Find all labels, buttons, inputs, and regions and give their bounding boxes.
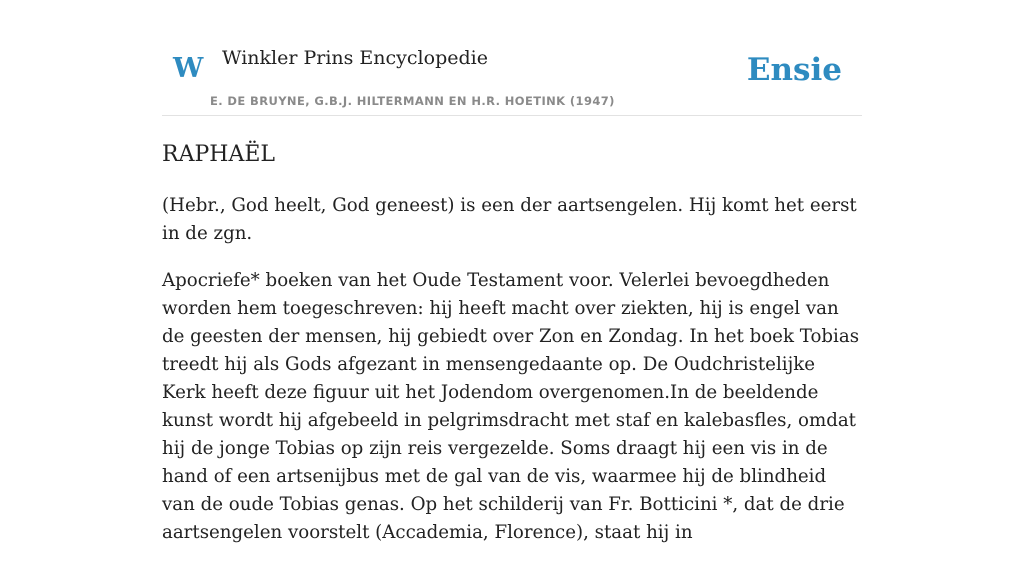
publication-title[interactable]: Winkler Prins Encyclopedie <box>222 47 488 69</box>
encyclopedia-logo[interactable]: W <box>173 53 204 84</box>
publication-authors: E. DE BRUYNE, G.B.J. HILTERMANN EN H.R. HOETINK (1947) <box>210 94 615 108</box>
entry-body <box>162 192 862 566</box>
entry-paragraph: (Hebr., God heelt, God geneest) is een der aartsengelen. Hij komt het eerst in de zgn. <box>162 195 857 244</box>
entry-paragraph: Apocriefe* boeken van het Oude Testament voor. Velerlei bevoegdheden worden hem toegeschreven: hij heeft macht over ziekten, hij is engel van de geesten der mensen, hij gebiedt over Zon en Zondag. In het boek Tobias treedt hij als Gods afgezant in mensengedaante op. De Oudchristelijke Kerk heeft deze figuur uit het Jodendom overgenomen.In de beeldende kunst wordt hij afgebeeld in pelgrimsdracht met staf en kalebasfles, omdat hij de jonge Tobias op zijn reis vergezelde. Soms draagt hij een vis in de hand of een artsenijbus met de gal van de vis, waarmee hij de blindheid van de oude Tobias genas. Op het schilderij van Fr. Botticini *, dat de drie aartsengelen voorstelt (Accademia, Florence), staat hij in <box>162 270 860 543</box>
entry-title: RAPHAËL <box>162 142 275 167</box>
ensie-logo[interactable]: Ensie <box>746 52 842 88</box>
page <box>162 0 862 543</box>
header <box>162 0 862 116</box>
